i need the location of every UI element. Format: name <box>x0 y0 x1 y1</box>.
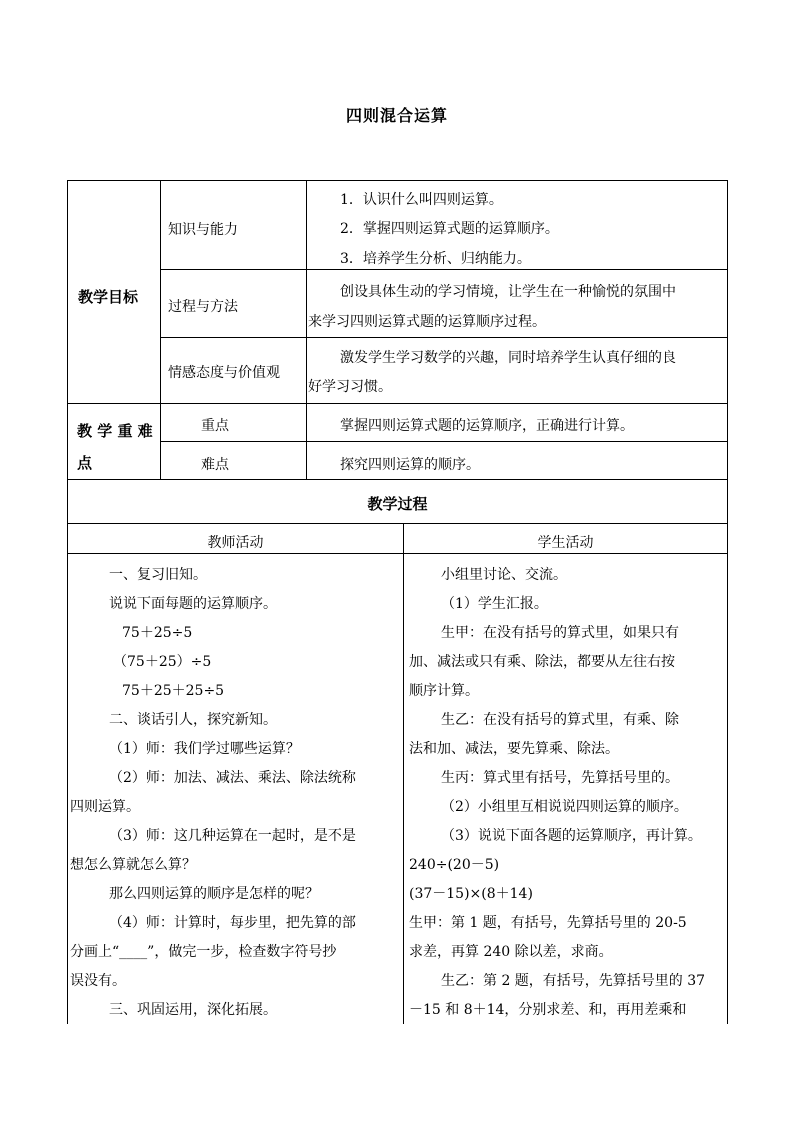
teacher-line: 那么四则运算的顺序是怎样的呢？ <box>109 886 319 902</box>
teacher-line: 三、巩固运用，深化拓展。 <box>109 1002 277 1018</box>
student-line: 240÷(20－5) <box>409 857 500 873</box>
emotion-label: 情感态度与价值观 <box>168 365 280 381</box>
student-line: 生乙：第 2 题，有括号，先算括号里的 37 <box>441 973 706 989</box>
student-line: 顺序计算。 <box>409 683 479 699</box>
rule-activity-heading-bottom <box>68 553 727 554</box>
process-heading: 教学过程 <box>367 495 428 513</box>
emotion-text: 好学习习惯。 <box>308 379 392 395</box>
student-line: （3）说说下面各题的运算顺序，再计算。 <box>441 828 702 844</box>
lesson-plan-table <box>67 180 728 1024</box>
student-line: 小组里讨论、交流。 <box>441 567 567 583</box>
rule-keypoints-bottom <box>68 479 727 480</box>
teacher-line: 二、谈话引人，探究新知。 <box>109 712 277 728</box>
teacher-line: （75＋25）÷5 <box>113 654 212 670</box>
teacher-line: 误没有。 <box>70 973 126 989</box>
student-line: 生甲：在没有括号的算式里，如果只有 <box>441 625 679 641</box>
student-line: －15 和 8＋14，分别求差、和，再用差乘和 <box>409 1002 687 1018</box>
rule-content-column <box>306 181 307 479</box>
student-line: （2）小组里互相说说四则运算的顺序。 <box>441 799 688 815</box>
student-line: 加、减法或只有乘、除法，都要从左往右按 <box>409 654 675 670</box>
student-line: 生丙：算式里有括号，先算括号里的。 <box>441 770 679 786</box>
keypoints-heading: 教 学 重 难 <box>77 422 153 440</box>
teacher-line: （1）师：我们学过哪些运算？ <box>109 741 300 757</box>
student-line: （1）学生汇报。 <box>441 596 548 612</box>
difficulty-label: 难点 <box>201 457 229 473</box>
teacher-line: 分画上“____”，做完一步，检查数字符号抄 <box>70 944 337 960</box>
knowledge-item: 3．培养学生分析、归纳能力。 <box>340 251 531 267</box>
rule-knowledge-bottom <box>160 269 727 270</box>
student-line: 求差，再算 240 除以差，求商。 <box>409 944 613 960</box>
process-method-text: 来学习四则运算式题的运算顺序过程。 <box>308 314 546 330</box>
focus-text: 掌握四则运算式题的运算顺序，正确进行计算。 <box>340 418 634 434</box>
student-line: (37－15)×(8＋14) <box>409 886 533 902</box>
teacher-line: 75＋25＋25÷5 <box>122 683 225 699</box>
focus-label: 重点 <box>201 418 229 434</box>
teacher-line: （4）师：计算时，每步里，把先算的部 <box>109 915 356 931</box>
knowledge-item: 1．认识什么叫四则运算。 <box>340 192 503 208</box>
teacher-line: （3）师：这几种运算在一起时，是不是 <box>109 828 356 844</box>
teacher-line: 想怎么算就怎么算？ <box>70 857 196 873</box>
teacher-line: 说说下面每题的运算顺序。 <box>109 596 277 612</box>
keypoints-heading: 点 <box>77 454 93 472</box>
rule-activity-divider <box>403 523 404 1024</box>
emotion-text: 激发学生学习数学的兴趣，同时培养学生认真仔细的良 <box>340 350 676 366</box>
objectives-heading: 教学目标 <box>78 288 139 306</box>
rule-focus-bottom <box>160 441 727 442</box>
teacher-line: 四则运算。 <box>70 799 140 815</box>
difficulty-text: 探究四则运算的顺序。 <box>340 457 480 473</box>
rule-process-heading-bottom <box>68 523 727 524</box>
student-line: 生乙：在没有括号的算式里，有乘、除 <box>441 712 679 728</box>
teacher-activity-heading: 教师活动 <box>207 535 264 551</box>
student-line: 生甲：第 1 题，有括号，先算括号里的 20-5 <box>409 915 687 931</box>
student-activity-heading: 学生活动 <box>537 535 594 551</box>
process-method-label: 过程与方法 <box>168 299 238 315</box>
teacher-line: 一、复习旧知。 <box>109 567 207 583</box>
document-title: 四则混合运算 <box>345 106 448 125</box>
process-method-text: 创设具体生动的学习情境，让学生在一种愉悦的氛围中 <box>340 284 676 300</box>
teacher-line: （2）师：加法、减法、乘法、除法统称 <box>109 770 356 786</box>
knowledge-item: 2．掌握四则运算式题的运算顺序。 <box>340 221 559 237</box>
teacher-line: 75＋25÷5 <box>122 625 193 641</box>
rule-process-bottom <box>160 337 727 338</box>
student-line: 法和加、减法，要先算乘、除法。 <box>409 741 619 757</box>
knowledge-label: 知识与能力 <box>168 222 238 238</box>
rule-label-column <box>160 181 161 479</box>
rule-objectives-bottom <box>68 403 727 404</box>
